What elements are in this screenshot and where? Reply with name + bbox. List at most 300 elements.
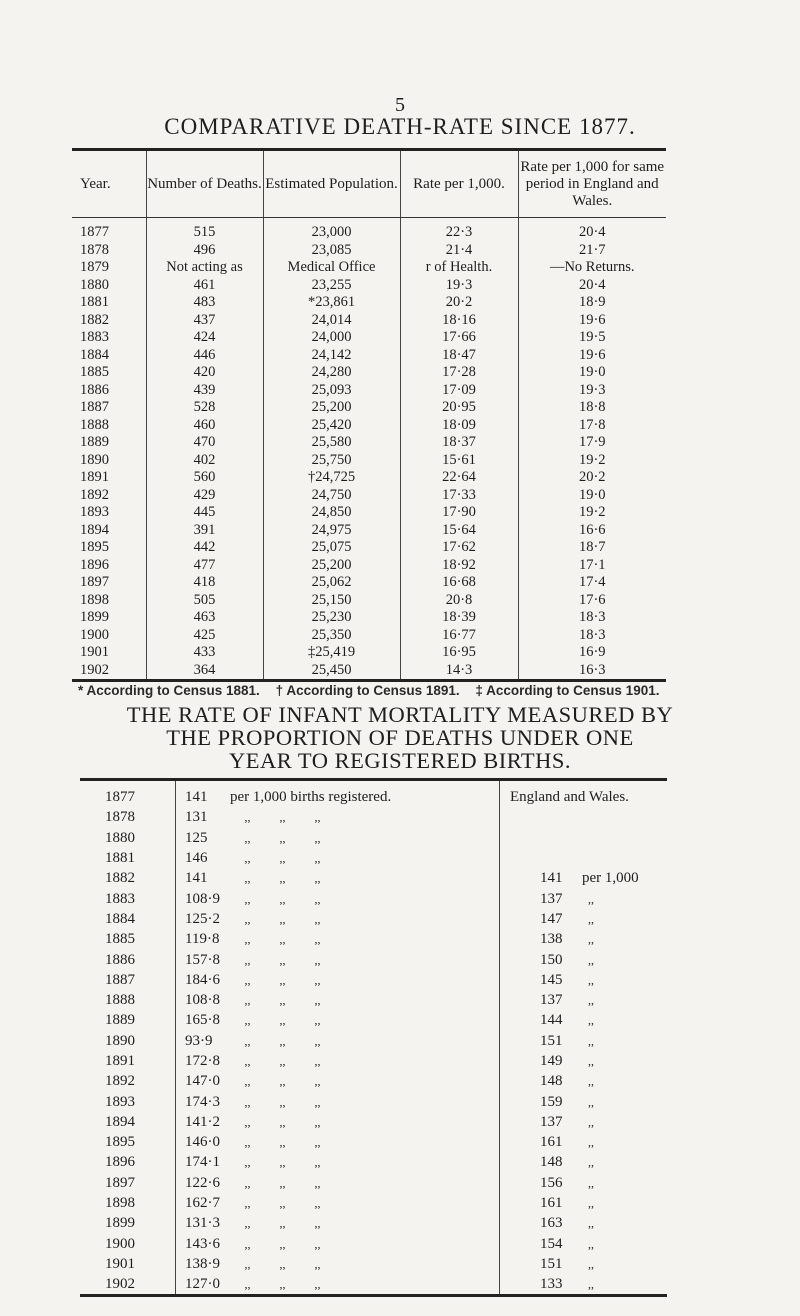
ditto-mark: ,, [588, 1155, 594, 1170]
rate-cell: 18·47 [400, 347, 518, 365]
rate-cell [176, 990, 500, 1010]
rate-value: 108·9 [185, 890, 220, 907]
rate-value: 143·6 [185, 1235, 220, 1252]
deaths-cell: 437 [146, 312, 263, 330]
population-cell: 23,085 [263, 242, 400, 260]
header-england-rate: Rate per 1,000 for same period in England and Wales. [518, 150, 666, 218]
england-rate-cell: 19·2 [518, 452, 666, 470]
england-rate-cell [500, 909, 668, 929]
england-rate-value: 163 [540, 1215, 563, 1232]
table-row [72, 539, 666, 557]
england-rate-value: 156 [540, 1174, 563, 1191]
england-rate-cell: 17·4 [518, 574, 666, 592]
england-rate-cell: 18·3 [518, 627, 666, 645]
table-row [72, 644, 666, 662]
population-cell: 24,014 [263, 312, 400, 330]
england-rate-value: 149 [540, 1053, 563, 1069]
ditto-mark: ,, [279, 1094, 286, 1109]
ditto-mark: ,, [244, 1033, 251, 1048]
ditto-mark: ,, [244, 952, 251, 967]
ditto-mark: ,, [279, 1114, 286, 1129]
ditto-mark: ,, [244, 851, 251, 866]
england-rate-cell: 21·7 [518, 242, 666, 260]
england-rate-cell: 17·9 [518, 434, 666, 452]
year-cell: 1889 [105, 1012, 135, 1029]
england-rate-unit: per 1,000 [582, 870, 639, 887]
table-row [72, 469, 666, 487]
year-cell: 1891 [105, 1053, 135, 1069]
rate-value: 165·8 [185, 1012, 220, 1029]
ditto-mark: ,, [244, 1277, 251, 1292]
england-rate-cell [500, 868, 668, 888]
year-cell: 1887 [80, 399, 109, 415]
table-row [72, 329, 666, 347]
table-row [72, 452, 666, 470]
england-rate-cell: 19·6 [518, 312, 666, 330]
page-number: 5 [395, 94, 405, 116]
rate-value: 184·6 [185, 971, 220, 988]
deaths-cell: 528 [146, 399, 263, 417]
year-cell: 1884 [105, 910, 135, 927]
year-cell: 1881 [105, 850, 135, 867]
title-line: YEAR TO REGISTERED BIRTHS. [228, 748, 572, 773]
england-rate-cell: 19·0 [518, 487, 666, 505]
england-rate-cell [500, 1193, 668, 1213]
rate-value: 119·8 [185, 931, 220, 948]
year-cell: 1897 [105, 1174, 135, 1191]
deaths-cell: 483 [146, 294, 263, 312]
table-row [72, 259, 666, 277]
population-cell: 25,200 [263, 557, 400, 575]
year-cell: 1894 [80, 521, 109, 538]
england-rate-cell: 18·3 [518, 609, 666, 627]
table-row [80, 1071, 667, 1091]
ditto-mark: ,, [279, 1013, 286, 1028]
year-cell: 1892 [105, 1073, 135, 1090]
rate-cell: 18·92 [400, 557, 518, 575]
year-cell: 1889 [80, 434, 109, 450]
ditto-mark: ,, [588, 1216, 594, 1231]
england-rate-value: 147 [540, 910, 563, 927]
rate-cell: 16·68 [400, 574, 518, 592]
table-row [80, 990, 667, 1010]
england-rate-cell [500, 1010, 668, 1030]
deaths-cell: 477 [146, 557, 263, 575]
population-cell: 25,580 [263, 434, 400, 452]
rate-cell [176, 1193, 500, 1213]
ditto-mark: ,, [588, 1094, 594, 1109]
header-population: Estimated Population. [263, 150, 400, 218]
england-rate-value: 151 [540, 1032, 563, 1049]
ditto-mark: ,, [314, 932, 321, 947]
rate-value: 127·0 [185, 1276, 220, 1293]
population-cell: 25,420 [263, 417, 400, 435]
rate-cell: 20·2 [400, 294, 518, 312]
population-cell: 25,093 [263, 382, 400, 400]
year-cell: 1877 [105, 789, 135, 806]
england-rate-cell [500, 1274, 668, 1296]
rate-cell: 19·3 [400, 277, 518, 295]
england-rate-cell [500, 888, 668, 908]
ditto-mark: ,, [314, 830, 321, 845]
population-cell: 25,075 [263, 539, 400, 557]
ditto-mark: ,, [588, 1236, 594, 1251]
england-rate-cell: 20·4 [518, 218, 666, 242]
population-cell: 25,350 [263, 627, 400, 645]
table-row [72, 382, 666, 400]
year-cell: 1893 [105, 1093, 135, 1110]
ditto-mark: ,, [588, 1256, 594, 1271]
ditto-mark: ,, [588, 972, 594, 987]
deaths-cell: 460 [146, 417, 263, 435]
england-rate-cell: 17·1 [518, 557, 666, 575]
ditto-mark: ,, [588, 1054, 594, 1068]
ditto-mark: ,, [244, 1196, 251, 1211]
deaths-cell: 420 [146, 364, 263, 382]
ditto-mark: ,, [588, 1135, 594, 1150]
ditto-mark: ,, [588, 932, 594, 947]
ditto-mark: ,, [588, 1074, 594, 1089]
rate-cell: 18·16 [400, 312, 518, 330]
table-row [80, 1254, 667, 1274]
rate-value: 147·0 [185, 1073, 220, 1090]
title-line: THE RATE OF INFANT MORTALITY MEASURED BY [126, 702, 674, 727]
rate-cell [176, 1234, 500, 1254]
ditto-mark: ,, [279, 1033, 286, 1048]
rate-cell: 17·33 [400, 487, 518, 505]
year-cell: 1899 [80, 609, 109, 625]
ditto-mark: ,, [279, 972, 286, 987]
table-row [72, 347, 666, 365]
rate-cell: 18·09 [400, 417, 518, 435]
year-cell: 1882 [105, 870, 135, 887]
england-rate-cell: 16·3 [518, 662, 666, 681]
ditto-mark: ,, [279, 1135, 286, 1150]
england-rate-cell [500, 1091, 668, 1111]
rate-cell [176, 1274, 500, 1296]
deaths-cell: 445 [146, 504, 263, 522]
ditto-mark: ,, [588, 1175, 594, 1190]
ditto-mark: ,, [244, 1135, 251, 1150]
rate-cell [176, 1051, 500, 1071]
year-cell: 1888 [105, 992, 135, 1009]
table-row [80, 1112, 667, 1132]
england-rate-value: 148 [540, 1073, 563, 1090]
table-row [80, 1193, 667, 1213]
year-cell: 1878 [105, 809, 135, 826]
rate-cell: 18·37 [400, 434, 518, 452]
year-cell: 1895 [80, 539, 109, 555]
england-rate-cell [500, 1152, 668, 1172]
table-row [72, 609, 666, 627]
england-rate-value: 145 [540, 971, 563, 988]
year-cell: 1901 [80, 644, 109, 660]
england-rate-cell: 18·8 [518, 399, 666, 417]
table-row [72, 627, 666, 645]
england-rate-cell: 18·9 [518, 294, 666, 312]
england-rate-value: 138 [540, 931, 563, 948]
rate-cell: r of Health. [400, 259, 518, 277]
rate-cell [176, 949, 500, 969]
rate-cell [176, 1091, 500, 1111]
ditto-mark: ,, [588, 891, 594, 906]
ditto-mark: ,, [244, 932, 251, 947]
population-cell: 23,255 [263, 277, 400, 295]
ditto-mark: ,, [279, 993, 286, 1008]
rate-cell: 21·4 [400, 242, 518, 260]
year-cell: 1895 [105, 1134, 135, 1151]
table-row [80, 1010, 667, 1030]
ditto-mark: ,, [314, 1114, 321, 1129]
deaths-cell: 439 [146, 382, 263, 400]
year-cell: 1900 [105, 1235, 135, 1252]
ditto-mark: ,, [588, 1114, 594, 1129]
rate-cell [176, 1071, 500, 1091]
rate-cell: 17·09 [400, 382, 518, 400]
england-rate-value: 161 [540, 1195, 563, 1212]
year-cell: 1893 [80, 504, 109, 520]
rate-cell: 14·3 [400, 662, 518, 681]
footnotes [78, 683, 671, 698]
england-rate-cell [500, 990, 668, 1010]
population-cell: 24,750 [263, 487, 400, 505]
ditto-mark: ,, [279, 810, 286, 825]
year-cell: 1898 [80, 591, 109, 608]
rate-value: 131 [185, 809, 208, 826]
ditto-mark: ,, [314, 1175, 321, 1190]
ditto-mark: ,, [279, 871, 286, 886]
rate-value: 141 [185, 789, 208, 806]
death-rate-table [72, 148, 666, 682]
ditto-mark: ,, [279, 911, 286, 926]
ditto-mark: ,, [314, 891, 321, 906]
ditto-mark: ,, [279, 830, 286, 845]
rate-cell: 22·3 [400, 218, 518, 242]
england-rate-cell [500, 929, 668, 949]
year-cell: 1900 [80, 626, 109, 643]
rate-cell: 16·77 [400, 627, 518, 645]
england-rate-cell: 16·6 [518, 522, 666, 540]
year-cell: 1888 [80, 416, 109, 433]
ditto-mark: ,, [279, 891, 286, 906]
population-cell: 24,280 [263, 364, 400, 382]
ditto-mark: ,, [314, 1216, 321, 1231]
table-row [80, 1213, 667, 1233]
england-rate-cell [500, 1254, 668, 1274]
england-rate-cell: 18·7 [518, 539, 666, 557]
population-cell: †24,725 [263, 469, 400, 487]
population-cell: 23,000 [263, 218, 400, 242]
england-rate-value: 151 [540, 1255, 563, 1272]
ditto-mark: ,, [279, 1155, 286, 1170]
population-cell: 25,062 [263, 574, 400, 592]
deaths-cell: 461 [146, 277, 263, 295]
year-cell: 1879 [80, 259, 109, 275]
england-rate-cell [500, 949, 668, 969]
ditto-mark: ,, [314, 1074, 321, 1089]
table-row [72, 218, 666, 242]
ditto-mark: ,, [244, 1155, 251, 1170]
ditto-mark: ,, [314, 1196, 321, 1211]
year-cell: 1898 [105, 1195, 135, 1212]
rate-cell [176, 1112, 500, 1132]
deaths-cell: 446 [146, 347, 263, 365]
rate-value: 93·9 [185, 1032, 213, 1049]
year-cell: 1890 [105, 1032, 135, 1049]
england-rate-cell: 16·9 [518, 644, 666, 662]
population-cell: 25,230 [263, 609, 400, 627]
population-cell: 25,150 [263, 592, 400, 610]
year-cell: 1902 [80, 661, 109, 678]
deaths-cell: 515 [146, 218, 263, 242]
footnote-1891: † According to Census 1891. [275, 683, 460, 698]
rate-value: 146 [185, 850, 208, 867]
ditto-mark: ,, [314, 911, 321, 926]
england-rate-cell [500, 1071, 668, 1091]
year-cell: 1886 [105, 951, 135, 968]
england-rate-cell [500, 970, 668, 990]
year-cell: 1882 [80, 311, 109, 328]
england-rate-cell: 17·6 [518, 592, 666, 610]
england-rate-cell: 17·8 [518, 417, 666, 435]
ditto-mark: ,, [279, 1216, 286, 1231]
england-rate-cell: 19·3 [518, 382, 666, 400]
deaths-cell: 463 [146, 609, 263, 627]
table-row [80, 780, 667, 808]
rate-cell: 15·61 [400, 452, 518, 470]
year-cell: 1890 [80, 451, 109, 468]
year-cell: 1878 [80, 241, 109, 258]
table-row [80, 929, 667, 949]
rate-cell [176, 1010, 500, 1030]
ditto-mark: ,, [279, 1054, 286, 1068]
death-rate-title: COMPARATIVE DEATH-RATE SINCE 1877. [164, 114, 636, 139]
england-rate-value: 137 [540, 992, 563, 1009]
england-rate-cell [500, 1051, 668, 1071]
rate-value: 141·2 [185, 1113, 220, 1130]
table-row [80, 1091, 667, 1111]
deaths-cell: 425 [146, 627, 263, 645]
rate-cell [176, 1152, 500, 1172]
year-cell: 1886 [80, 381, 109, 398]
table-row [72, 242, 666, 260]
infant-mortality-title [40, 703, 760, 772]
ditto-mark: ,, [588, 952, 594, 967]
population-cell: ‡25,419 [263, 644, 400, 662]
table-row [80, 848, 667, 868]
infant-mortality-table [80, 778, 667, 1297]
rate-cell [176, 929, 500, 949]
deaths-cell: 364 [146, 662, 263, 681]
year-cell: 1885 [105, 931, 135, 948]
year-cell: 1896 [80, 556, 109, 573]
ditto-mark: ,, [279, 1074, 286, 1089]
header-deaths: Number of Deaths. [146, 150, 263, 218]
ditto-mark: ,, [244, 1094, 251, 1109]
ditto-mark: ,, [279, 1256, 286, 1271]
ditto-mark: ,, [314, 871, 321, 886]
header-rate: Rate per 1,000. [400, 150, 518, 218]
year-cell: 1880 [80, 276, 109, 293]
table-row [80, 807, 667, 827]
england-rate-cell [500, 1173, 668, 1193]
rate-cell: 20·8 [400, 592, 518, 610]
england-rate-value: 148 [540, 1154, 563, 1171]
table-header-row [72, 150, 666, 218]
table-row [72, 592, 666, 610]
table-row [80, 1031, 667, 1051]
rate-cell: 22·64 [400, 469, 518, 487]
year-cell: 1899 [105, 1215, 135, 1232]
rate-value: 122·6 [185, 1174, 220, 1191]
england-rate-cell [500, 807, 668, 827]
ditto-mark: ,, [279, 932, 286, 947]
year-cell: 1891 [80, 469, 109, 485]
rate-cell: 17·90 [400, 504, 518, 522]
year-cell: 1894 [105, 1113, 135, 1130]
header-year: Year. [72, 150, 146, 218]
england-rate-cell [500, 1234, 668, 1254]
england-rate-cell [500, 1112, 668, 1132]
ditto-mark: ,, [314, 993, 321, 1008]
deaths-cell: 402 [146, 452, 263, 470]
england-rate-value: 137 [540, 890, 563, 907]
england-rate-value: 133 [540, 1276, 563, 1293]
table-row [80, 1051, 667, 1071]
rate-cell: 16·95 [400, 644, 518, 662]
england-rate-cell [500, 1132, 668, 1152]
year-cell: 1892 [80, 486, 109, 503]
ditto-mark: ,, [244, 830, 251, 845]
rate-value: 162·7 [185, 1195, 220, 1212]
year-cell: 1880 [105, 829, 135, 846]
ditto-mark: ,, [244, 871, 251, 886]
rate-cell [176, 1254, 500, 1274]
year-cell: 1877 [80, 224, 109, 240]
rate-value: 174·1 [185, 1154, 220, 1171]
table-row [80, 888, 667, 908]
deaths-cell: 496 [146, 242, 263, 260]
rate-cell [176, 807, 500, 827]
table-row [72, 574, 666, 592]
rate-value: 125·2 [185, 910, 220, 927]
england-rate-value: 150 [540, 951, 563, 968]
population-cell: 24,000 [263, 329, 400, 347]
england-rate-value: 144 [540, 1012, 563, 1029]
ditto-mark: ,, [314, 1054, 321, 1068]
year-cell: 1885 [80, 364, 109, 380]
table-row [80, 1173, 667, 1193]
population-cell: 25,200 [263, 399, 400, 417]
rate-cell: 17·28 [400, 364, 518, 382]
ditto-mark: ,, [244, 1054, 251, 1068]
rate-cell [176, 868, 500, 888]
table-row [80, 1274, 667, 1296]
rate-cell [176, 848, 500, 868]
ditto-mark: ,, [244, 1114, 251, 1129]
year-cell: 1902 [105, 1276, 135, 1293]
ditto-mark: ,, [279, 1236, 286, 1251]
deaths-cell: 429 [146, 487, 263, 505]
population-cell: 25,750 [263, 452, 400, 470]
ditto-mark: ,, [279, 1196, 286, 1211]
ditto-mark: ,, [314, 1256, 321, 1271]
rate-unit-text: per 1,000 births registered. [230, 789, 392, 806]
table-row [72, 522, 666, 540]
table-row [80, 970, 667, 990]
rate-cell: 15·64 [400, 522, 518, 540]
table-row [72, 399, 666, 417]
